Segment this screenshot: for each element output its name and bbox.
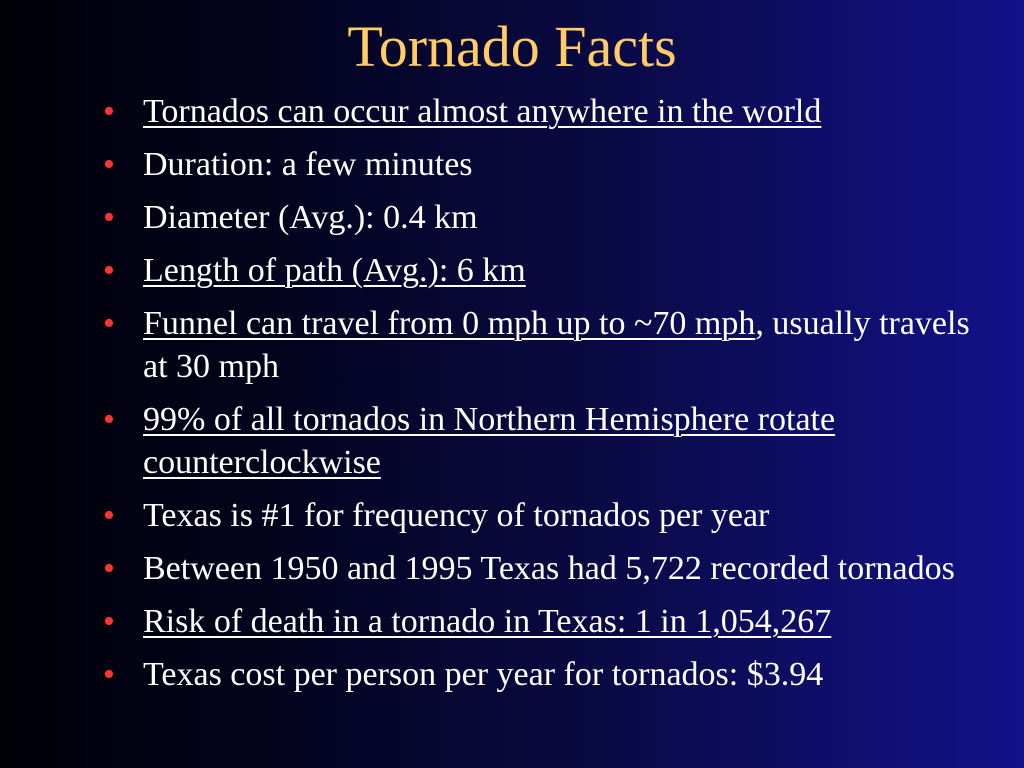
bullet-dot-icon: • bbox=[103, 305, 115, 342]
bullet-dot-icon: • bbox=[103, 497, 115, 534]
bullet-item bbox=[103, 600, 983, 643]
bullet-item bbox=[103, 398, 983, 484]
bullet-link[interactable]: Length of path (Avg.): 6 km bbox=[143, 252, 526, 289]
bullet-text: Texas cost per person per year for tornados: $3.94 bbox=[143, 656, 824, 693]
bullet-item bbox=[103, 196, 983, 239]
bullet-text: Between 1950 and 1995 Texas had 5,722 recorded tornados bbox=[143, 550, 955, 587]
bullet-text: Texas is #1 for frequency of tornados per year bbox=[143, 497, 770, 534]
bullet-link[interactable]: Funnel can travel from 0 mph up to ~70 mph bbox=[143, 305, 756, 342]
bullet-item bbox=[103, 547, 983, 590]
bullet-dot-icon: • bbox=[103, 656, 115, 693]
bullet-dot-icon: • bbox=[103, 199, 115, 236]
bullet-dot-icon: • bbox=[103, 603, 115, 640]
bullet-dot-icon: • bbox=[103, 550, 115, 587]
bullet-text: Diameter (Avg.): 0.4 km bbox=[143, 199, 478, 236]
bullet-link[interactable]: Tornados can occur almost anywhere in the world bbox=[143, 93, 822, 130]
bullet-item bbox=[103, 90, 983, 133]
bullet-item bbox=[103, 494, 983, 537]
bullet-text: , usually travels at 30 mph bbox=[143, 305, 970, 385]
bullet-dot-icon: • bbox=[103, 401, 115, 438]
bullet-dot-icon: • bbox=[103, 252, 115, 289]
bullet-text: Duration: a few minutes bbox=[143, 146, 473, 183]
slide-title: Tornado Facts bbox=[347, 14, 677, 79]
bullet-list bbox=[103, 90, 983, 706]
bullet-item bbox=[103, 249, 983, 292]
bullet-dot-icon: • bbox=[103, 93, 115, 130]
bullet-link[interactable]: 99% of all tornados in Northern Hemisphere rotate counterclockwise bbox=[143, 401, 836, 481]
bullet-item bbox=[103, 143, 983, 186]
bullet-dot-icon: • bbox=[103, 146, 115, 183]
bullet-item bbox=[103, 302, 983, 388]
bullet-link[interactable]: Risk of death in a tornado in Texas: 1 in 1,054,267 bbox=[143, 603, 832, 640]
bullet-item bbox=[103, 653, 983, 696]
